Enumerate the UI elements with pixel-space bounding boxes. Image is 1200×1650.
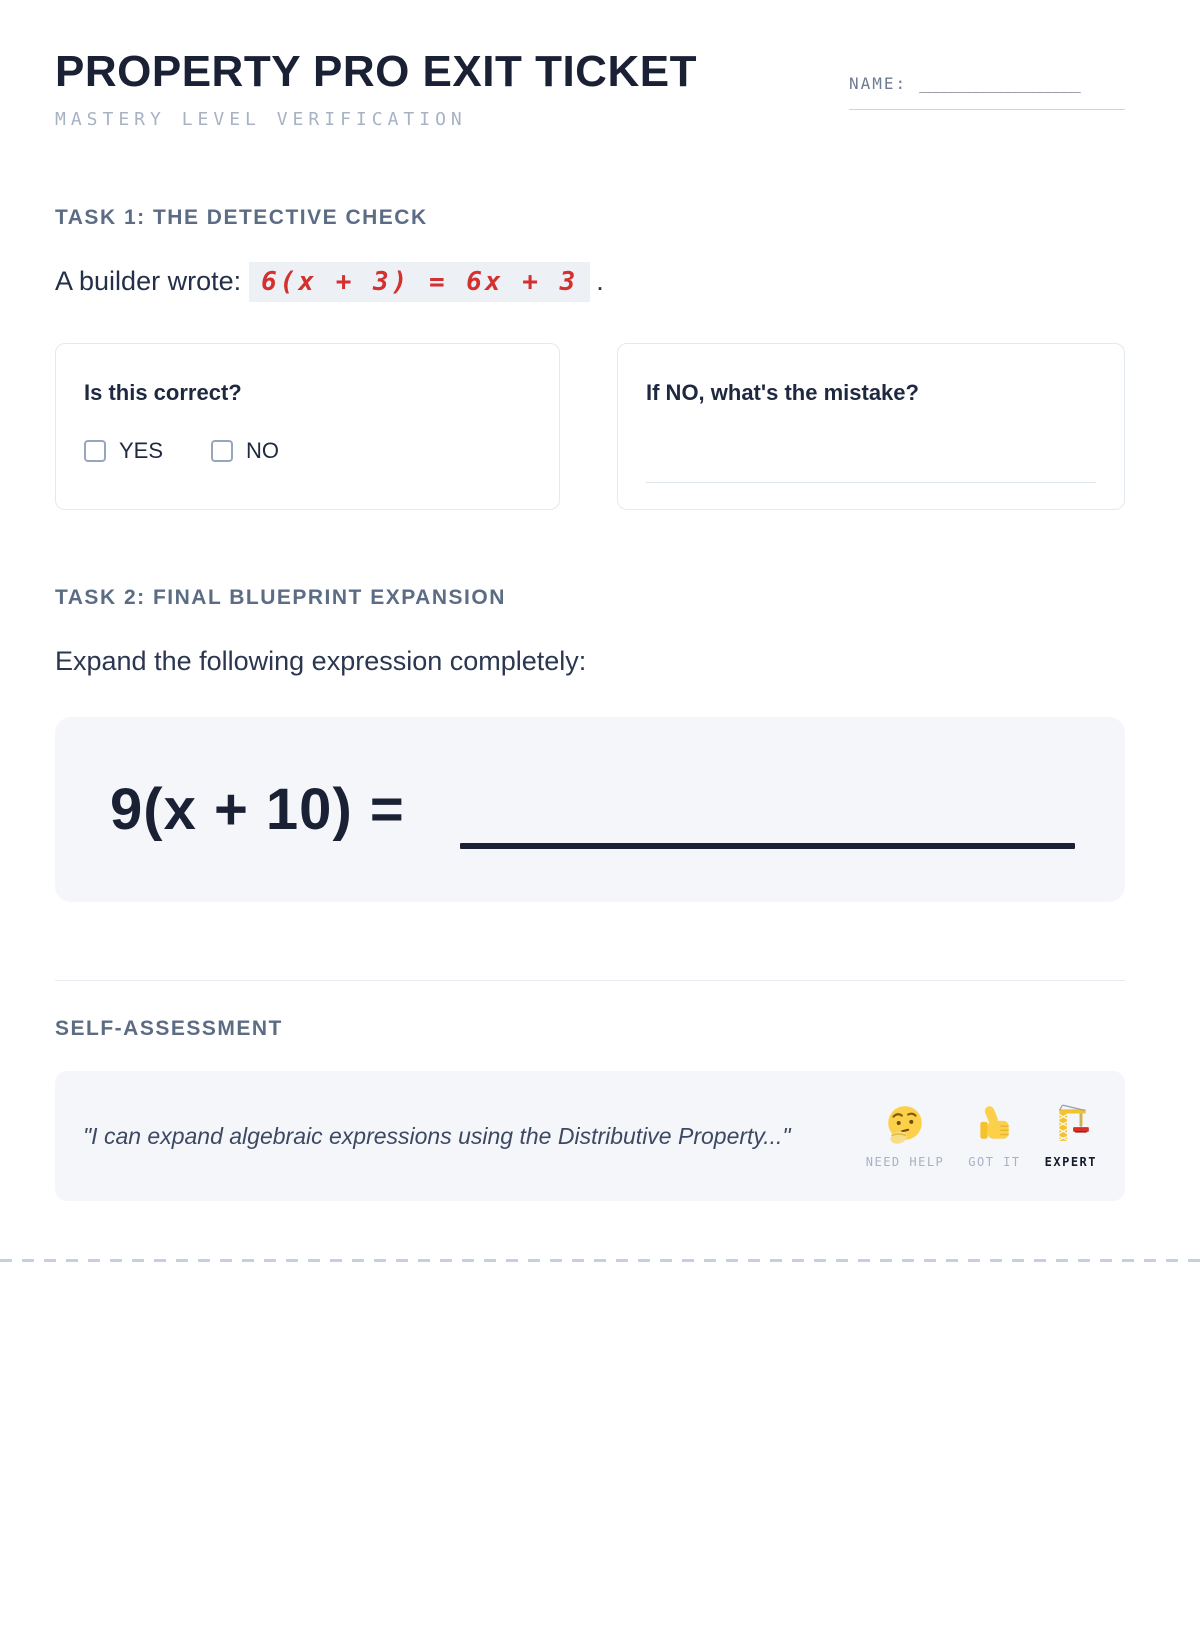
task2-heading: TASK 2: FINAL BLUEPRINT EXPANSION bbox=[55, 586, 506, 609]
yes-checkbox[interactable] bbox=[84, 440, 106, 462]
self-assessment-panel bbox=[55, 1071, 1125, 1201]
mistake-question-title: If NO, what's the mistake? bbox=[646, 380, 919, 405]
task1-prompt-period: . bbox=[596, 266, 604, 296]
task2-prompt: Expand the following expression completely: bbox=[55, 646, 587, 676]
section-divider bbox=[55, 980, 1125, 981]
task1-section bbox=[55, 206, 1125, 510]
got-it-label: GOT IT bbox=[968, 1155, 1021, 1169]
self-assessment-heading: SELF-ASSESSMENT bbox=[55, 1017, 283, 1040]
expansion-box bbox=[55, 717, 1125, 902]
task2-expression: 9(x + 10) = bbox=[110, 777, 405, 842]
self-assessment-section bbox=[55, 1017, 1125, 1201]
self-assessment-statement: "I can expand algebraic expressions using the Distributive Property..." bbox=[83, 1122, 791, 1149]
name-field[interactable] bbox=[849, 74, 1125, 110]
construction-crane-icon bbox=[1050, 1103, 1092, 1145]
mistake-answer-line[interactable] bbox=[646, 482, 1096, 483]
yes-no-choices bbox=[84, 438, 531, 464]
expansion-answer-line[interactable] bbox=[460, 843, 1075, 849]
correct-question-title: Is this correct? bbox=[84, 380, 242, 405]
task1-cards bbox=[55, 343, 1125, 510]
thumbs-up-icon bbox=[973, 1103, 1015, 1145]
got-it-option[interactable] bbox=[968, 1103, 1020, 1169]
expert-label: EXPERT bbox=[1044, 1155, 1097, 1169]
no-checkbox[interactable] bbox=[211, 440, 233, 462]
need-help-label: NEED HELP bbox=[865, 1155, 945, 1169]
self-assessment-options bbox=[866, 1103, 1097, 1169]
task1-heading: TASK 1: THE DETECTIVE CHECK bbox=[55, 206, 428, 229]
scissor-cut-line bbox=[0, 1259, 1200, 1262]
yes-label: YES bbox=[119, 438, 164, 463]
worksheet-page bbox=[0, 47, 1200, 1262]
header bbox=[55, 47, 1125, 130]
page-title: PROPERTY PRO EXIT TICKET bbox=[55, 47, 697, 96]
task2-section bbox=[55, 586, 1125, 902]
page-subtitle: MASTERY LEVEL VERIFICATION bbox=[55, 109, 467, 130]
task1-expression: 6(x + 3) = 6x + 3 bbox=[249, 262, 590, 302]
yes-option[interactable] bbox=[84, 438, 163, 464]
mistake-question-card bbox=[617, 343, 1125, 510]
task1-prompt bbox=[55, 266, 1125, 297]
no-label: NO bbox=[246, 438, 280, 463]
thinking-face-icon bbox=[884, 1103, 926, 1145]
need-help-option[interactable] bbox=[866, 1103, 945, 1169]
correct-question-card bbox=[55, 343, 560, 510]
header-titles bbox=[55, 47, 697, 130]
task1-prompt-text: A builder wrote: bbox=[55, 266, 242, 296]
name-label: NAME: bbox=[849, 74, 908, 93]
no-option[interactable] bbox=[211, 438, 279, 464]
expert-option[interactable] bbox=[1045, 1103, 1097, 1169]
name-input-line[interactable]: ____________________ bbox=[919, 75, 1080, 93]
